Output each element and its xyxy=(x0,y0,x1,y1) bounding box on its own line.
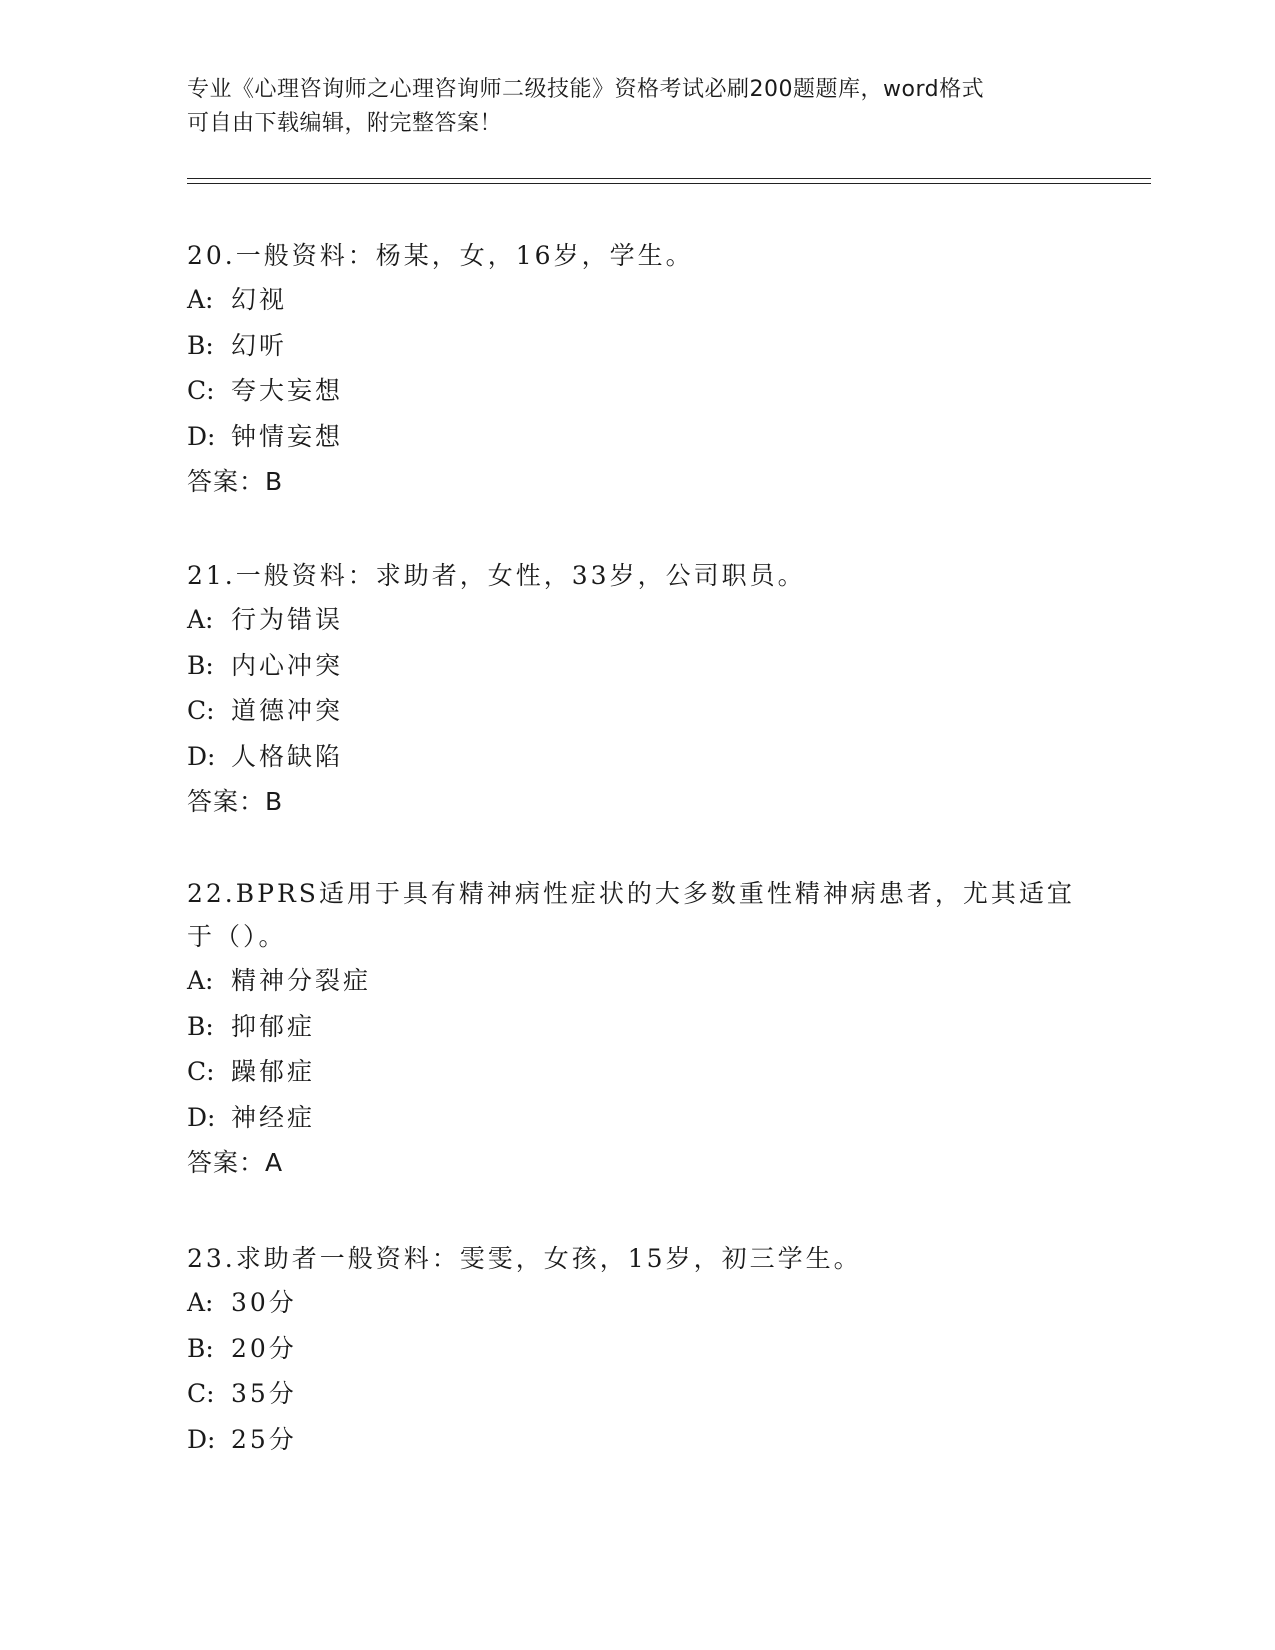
option-letter: A: xyxy=(187,1288,214,1317)
document-header xyxy=(187,73,1077,141)
option-letter: D: xyxy=(187,1102,216,1132)
question-21 xyxy=(187,554,1087,825)
option-letter: B: xyxy=(187,1333,214,1363)
answer-line: 答案：B xyxy=(187,787,284,816)
option-a xyxy=(187,1280,1087,1326)
option-b xyxy=(187,1004,1087,1050)
option-text: 精神分裂症 xyxy=(231,966,372,995)
option-text: 20分 xyxy=(231,1333,297,1363)
option-letter: B: xyxy=(187,1011,214,1041)
option-text: 神经症 xyxy=(231,1102,316,1132)
option-letter: A: xyxy=(187,966,214,995)
option-c xyxy=(187,1371,1087,1417)
option-text: 25分 xyxy=(231,1424,297,1454)
option-text: 行为错误 xyxy=(231,605,344,634)
option-text: 幻听 xyxy=(231,330,288,360)
option-c xyxy=(187,368,1087,414)
option-text: 35分 xyxy=(231,1379,297,1408)
option-text: 道德冲突 xyxy=(231,696,344,725)
option-d xyxy=(187,1095,1087,1141)
option-letter: A: xyxy=(187,605,214,634)
option-c xyxy=(187,688,1087,734)
question-stem: 22.BPRS适用于具有精神病性症状的大多数重性精神病患者，尤其适宜于（）。 xyxy=(187,879,1075,951)
option-letter: C: xyxy=(187,376,215,405)
header-rule-top xyxy=(187,178,1151,179)
option-a xyxy=(187,958,1087,1004)
question-stem: 20.一般资料：杨某，女，16岁，学生。 xyxy=(187,241,694,270)
option-text: 30分 xyxy=(231,1288,297,1317)
answer-line: 答案：B xyxy=(187,467,284,496)
option-b xyxy=(187,323,1087,369)
option-letter: D: xyxy=(187,1424,216,1454)
header-rule-bottom xyxy=(187,183,1151,184)
header-line-2: 可自由下载编辑，附完整答案！ xyxy=(187,111,503,136)
question-stem: 23.求助者一般资料：雯雯，女孩，15岁，初三学生。 xyxy=(187,1244,862,1273)
option-letter: C: xyxy=(187,696,215,725)
option-c xyxy=(187,1049,1087,1095)
option-a xyxy=(187,277,1087,323)
option-d xyxy=(187,734,1087,780)
option-text: 内心冲突 xyxy=(231,650,344,680)
option-b xyxy=(187,643,1087,689)
question-20 xyxy=(187,234,1087,505)
option-letter: C: xyxy=(187,1379,215,1408)
option-letter: B: xyxy=(187,330,214,360)
option-letter: D: xyxy=(187,741,216,771)
option-b xyxy=(187,1326,1087,1372)
question-22 xyxy=(187,872,1087,1186)
question-stem: 21.一般资料：求助者，女性，33岁，公司职员。 xyxy=(187,561,806,590)
option-letter: B: xyxy=(187,650,214,680)
option-a xyxy=(187,597,1087,643)
option-text: 幻视 xyxy=(231,285,288,314)
option-letter: D: xyxy=(187,421,216,451)
question-23 xyxy=(187,1237,1087,1462)
option-letter: C: xyxy=(187,1057,215,1086)
answer-line: 答案：A xyxy=(187,1148,284,1177)
option-letter: A: xyxy=(187,285,214,314)
option-text: 钟情妄想 xyxy=(231,421,344,451)
option-d xyxy=(187,414,1087,460)
option-text: 抑郁症 xyxy=(231,1011,316,1041)
option-text: 夸大妄想 xyxy=(231,376,344,405)
option-d xyxy=(187,1417,1087,1463)
option-text: 人格缺陷 xyxy=(231,741,344,771)
option-text: 躁郁症 xyxy=(231,1057,316,1086)
header-line-1: 专业《心理咨询师之心理咨询师二级技能》资格考试必刷200题题库，word格式 xyxy=(187,77,985,102)
